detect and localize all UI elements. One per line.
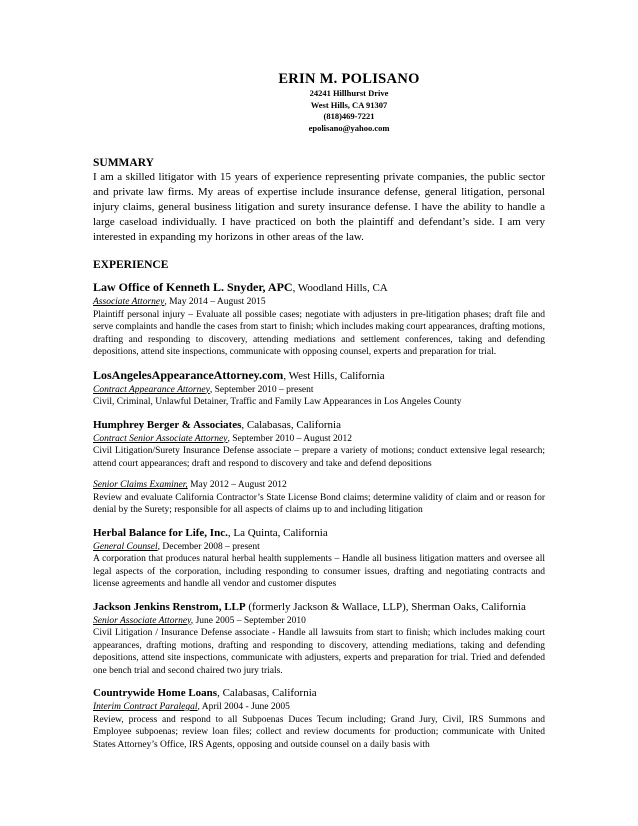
- job-description: Plaintiff personal injury – Evaluate all possible cases; negotiate with adjusters in pre-litigation phases; draft file and serve complaints and handle the cases from start to finish; which includes making court appearances, drafting motions, drafting and responding to discovery, attending mediations and settlement conferences, taking and defending depositions, attend site inspections, communicate with opposing counsel, experts and preparation for trial.: [93, 309, 545, 357]
- job-header: [93, 526, 545, 541]
- company-location: , La Quinta, California: [227, 526, 328, 539]
- experience-list: [93, 280, 545, 751]
- job-entry: [93, 686, 545, 751]
- job-role-line: [93, 615, 545, 628]
- job-dates: , December 2008 – present: [157, 541, 260, 552]
- summary-heading: SUMMARY: [93, 157, 154, 169]
- experience-heading: EXPERIENCE: [93, 259, 169, 271]
- job-role: Interim Contract Paralegal: [93, 702, 198, 712]
- job-description: Civil Litigation/Surety Insurance Defense associate – prepare a variety of motions; conduct extensive legal research; attend court appearances; draft and respond to discovery and take and defend depositions: [93, 446, 545, 469]
- job-role: Contract Senior Associate Attorney: [93, 433, 228, 444]
- company-name: Countrywide Home Loans: [93, 687, 218, 699]
- job-dates: , September 2010 – August 2012: [227, 433, 353, 444]
- job-role-line: [93, 541, 545, 554]
- company-name: Jackson Jenkins Renstrom, LLP: [93, 600, 246, 613]
- email-address: epolisano@yahoo.com: [308, 122, 390, 133]
- address-line-2: West Hills, CA 91307: [310, 99, 388, 110]
- job-description: A corporation that produces natural herbal health supplements – Handle all business litigation matters and oversee all legal aspects of the corporation, including responding to consumer issues, drafting and negotiating contracts and license agreements and handle all vendor and customer disputes: [93, 554, 545, 589]
- job-header: [93, 686, 545, 701]
- job-role-line-2: [93, 479, 545, 492]
- job-entry: [93, 368, 545, 409]
- company-name: Humphrey Berger & Associates: [93, 418, 242, 431]
- job-header: [93, 600, 545, 615]
- summary-text: I am a skilled litigator with 15 years of experience representing private companies, the public sector and private law firms. My areas of expertise include insurance defense, general litigation, personal injury claims, general business litigation and surety insurance defense. I have the ability to handle a large caseload individually. I have practiced on both the plaintiff and defendant’s side. I am very interested in expanding my horizons in other areas of the law.: [93, 171, 545, 243]
- job-entry: [93, 418, 545, 517]
- address-line-1: 24241 Hillhurst Drive: [309, 88, 389, 98]
- job-entry: [93, 280, 545, 359]
- resume-page: [93, 70, 545, 751]
- company-name: Herbal Balance for Life, Inc.: [93, 526, 228, 539]
- job-dates: , April 2004 - June 2005: [197, 702, 290, 712]
- job-entry: [93, 600, 545, 678]
- job-role: General Counsel: [93, 541, 158, 552]
- job-role-line: [93, 701, 545, 714]
- company-location: , Woodland Hills, CA: [292, 282, 388, 294]
- company-location: , West Hills, California: [283, 369, 385, 382]
- candidate-name: ERIN M. POLISANO: [278, 71, 420, 87]
- job-dates-2: May 2012 – August 2012: [187, 480, 287, 490]
- job-description: Civil, Criminal, Unlawful Detainer, Traffic and Family Law Appearances in Los Angeles County: [93, 397, 462, 407]
- job-dates: June 2005 – September 2010: [193, 615, 306, 626]
- company-name: Law Office of Kenneth L. Snyder, APC: [93, 280, 293, 294]
- resume-header: [153, 70, 545, 134]
- job-role-line: [93, 384, 545, 397]
- company-location: (formerly Jackson & Wallace, LLP), Sherman Oaks, California: [245, 600, 526, 613]
- job-role-2: Senior Claims Examiner,: [93, 480, 188, 490]
- job-role-line: [93, 296, 545, 309]
- job-entry: [93, 526, 545, 591]
- company-name: LosAngelesAppearanceAttorney.com: [93, 367, 284, 382]
- job-header: [93, 368, 545, 384]
- company-location: , Calabasas, California: [217, 687, 317, 699]
- job-header: [93, 418, 545, 433]
- job-dates: , September 2010 – present: [209, 384, 314, 395]
- job-role: Associate Attorney: [93, 297, 165, 307]
- job-role-line: [93, 433, 545, 446]
- job-description: Civil Litigation / Insurance Defense associate - Handle all lawsuits from start to finish; which includes making court appearances, drafting motions, drafting and responding to discovery, attending mediations, taking and defending depositions, attend site inspections, communicate with adjusters, experts and preparation for trial. Tried and defended one bench trial and second chaired two jury trials.: [93, 628, 545, 676]
- job-description: Review, process and respond to all Subpoenas Duces Tecum including; Grand Jury, Civil, IRS Summons and Employee subpoenas; review loan files; collect and review documents for production; communicate with United States Attorney’s Office, IRS Agents, opposing and outside counsel on a daily basis with: [93, 714, 545, 750]
- phone-number: (818)469-7221: [323, 111, 375, 121]
- job-header: [93, 280, 545, 296]
- job-dates: , May 2014 – August 2015: [164, 297, 266, 307]
- job-role: Senior Associate Attorney,: [93, 615, 194, 626]
- job-description-2: Review and evaluate California Contractor’s State License Bond claims; determine validity of claim and or reason for denial by the Surety; responsible for all aspects of claims up to and including litigation: [93, 492, 545, 515]
- job-role: Contract Appearance Attorney: [93, 384, 210, 395]
- company-location: , Calabasas, California: [241, 418, 341, 431]
